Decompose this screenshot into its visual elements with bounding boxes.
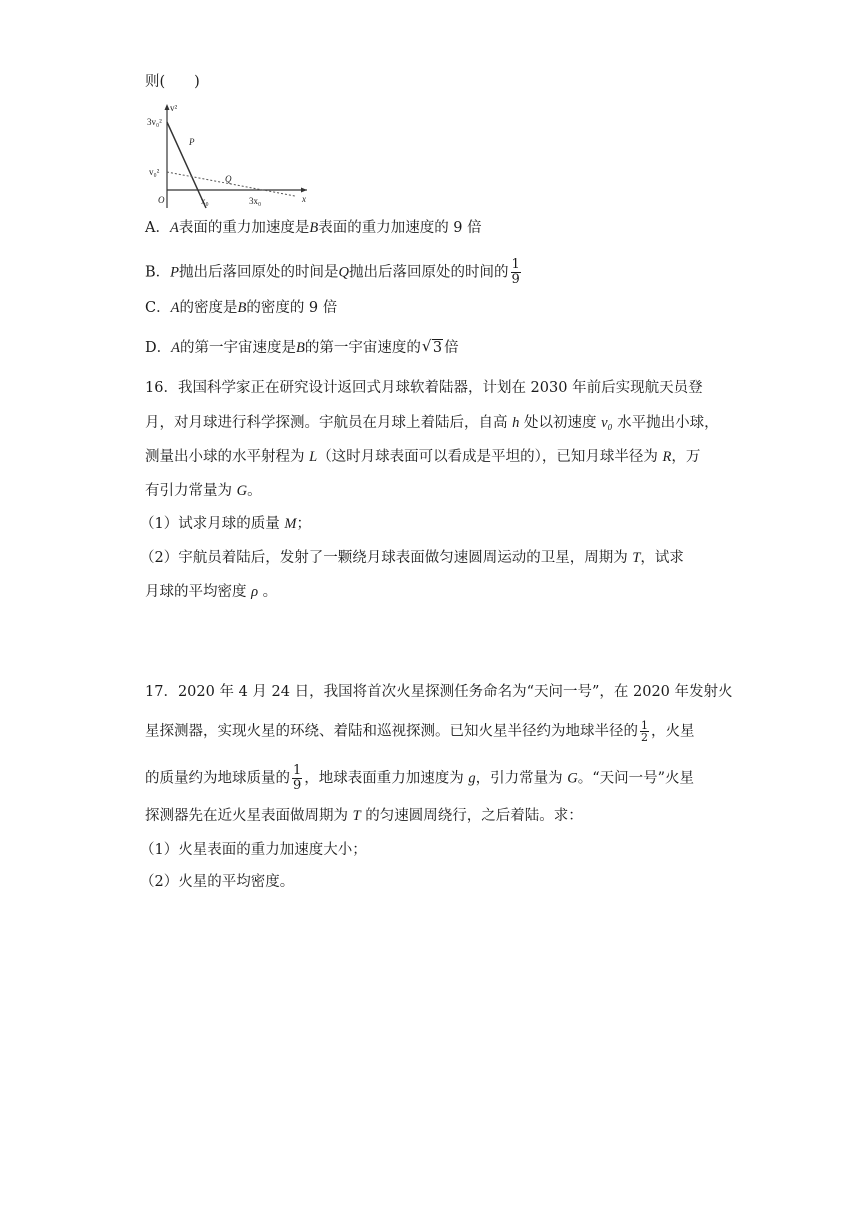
option-a: A．A表面的重力加速度是B表面的重力加速度的 9 倍 — [145, 220, 482, 236]
x-tick-2: 3x₀ — [249, 196, 262, 206]
y-tick-low: v₀² — [149, 167, 160, 177]
q16-line-2: 月，对月球进行科学探测。宇航员在月球上着陆后，自高 h 处以初速度 v₀ 水平抛出小球， — [145, 415, 719, 431]
q17-line-1: 17．2020 年 4 月 24 日，我国将首次火星探测任务命名为“天问一号”，在 2020 年发射火 — [145, 684, 733, 700]
origin-label: O — [158, 195, 165, 205]
q16-line-3: 测量出小球的水平射程为 L（这时月球表面可以看成是平坦的），已知月球半径为 R，万 — [145, 449, 701, 465]
q16-line-4: 有引力常量为 G。 — [145, 483, 262, 499]
y-axis-arrow — [165, 104, 170, 110]
fraction-1-2: $\frac{1}{2}$ — [641, 719, 648, 744]
y-tick-high: 3v₀² — [147, 117, 162, 127]
option-d: D．A的第一宇宙速度是B的第一宇宙速度的 √ 3 倍 — [145, 337, 459, 356]
q16-part-1: （1）试求月球的质量 M； — [140, 516, 311, 532]
option-b: B．P抛出后落回原处的时间是Q抛出后落回原处的时间的 $\frac{1}{9}$ — [145, 257, 520, 287]
x-axis-arrow — [301, 188, 307, 193]
q17-part-2: （2）火星的平均密度。 — [140, 874, 295, 890]
q17-line-4: 探测器先在近火星表面做周期为 T 的匀速圆周绕行，之后着陆。求： — [145, 808, 583, 824]
q16-part-2-line-1: （2）宇航员着陆后，发射了一颗绕月球表面做匀速圆周运动的卫星，周期为 T，试求 — [140, 550, 684, 566]
fraction-1-9: $\frac{1}{9}$ — [511, 257, 520, 287]
q17-line-3: 的质量约为地球质量的 $\frac{1}{9}$ ，地球表面重力加速度为 g，引力常量为 G。“天问一号”火星 — [145, 763, 695, 793]
y-axis-label: v² — [170, 103, 178, 113]
sqrt-3: √ 3 — [421, 337, 443, 356]
fraction-1-9b: $\frac{1}{9}$ — [293, 763, 302, 793]
line-q-label: Q — [225, 174, 232, 184]
option-c: C．A的密度是B的密度的 9 倍 — [145, 300, 338, 316]
q15-stem-tail: 则( ) — [145, 74, 200, 90]
x-axis-label: x — [302, 194, 306, 204]
q16-line-1: 16．我国科学家正在研究设计返回式月球软着陆器，计划在 2030 年前后实现航天员登 — [145, 380, 703, 396]
v2-x-graph — [145, 100, 315, 210]
q16-part-2-line-2: 月球的平均密度 ρ 。 — [145, 584, 278, 600]
q17-line-2: 星探测器，实现火星的环绕、着陆和巡视探测。已知火星半径约为地球半径的 $\frac{1}{2}$ ，火星 — [145, 719, 695, 744]
line-p-label: P — [189, 137, 195, 147]
q17-part-1: （1）火星表面的重力加速度大小； — [140, 842, 367, 858]
x-tick-1: x₀ — [201, 196, 209, 206]
